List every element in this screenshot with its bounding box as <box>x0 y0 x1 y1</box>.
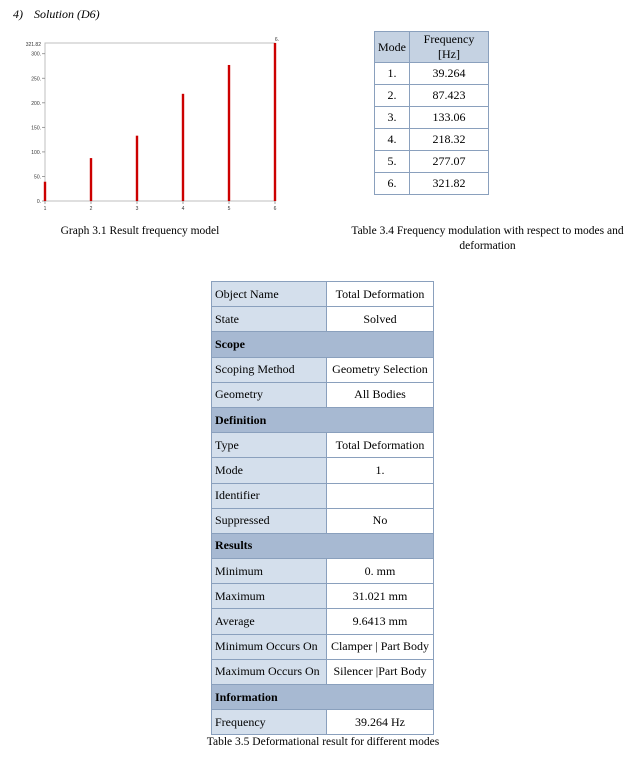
property-label: Suppressed <box>212 508 327 533</box>
property-label: Scoping Method <box>212 357 327 382</box>
section-number: 4) <box>13 7 23 21</box>
table-row <box>212 458 434 483</box>
property-value: 0. mm <box>327 559 434 584</box>
mode-cell: 2. <box>375 85 410 107</box>
plot-frame <box>45 43 275 201</box>
mode-cell: 5. <box>375 151 410 173</box>
frequency-cell: 321.82 <box>410 173 489 195</box>
x-tick-label: 3 <box>135 206 139 212</box>
property-value: Solved <box>327 307 434 332</box>
property-value: Clamper | Part Body <box>327 634 434 659</box>
property-label: Minimum Occurs On <box>212 634 327 659</box>
deformation-table-caption: Table 3.5 Deformational result for different modes <box>206 736 440 748</box>
mode-cell: 1. <box>375 63 410 85</box>
top-annotation: 6. <box>274 37 280 43</box>
y-tick-label: 50. <box>34 174 41 181</box>
frequency-cell: 277.07 <box>410 151 489 173</box>
frequency-chart <box>20 35 282 215</box>
table-row <box>212 634 434 659</box>
graph-caption: Graph 3.1 Result frequency model <box>60 225 220 237</box>
frequency-cell: 87.423 <box>410 85 489 107</box>
bar <box>274 43 276 201</box>
property-label: Mode <box>212 458 327 483</box>
property-label: Average <box>212 609 327 634</box>
section-row <box>212 332 434 357</box>
property-value <box>327 483 434 508</box>
table-row <box>212 559 434 584</box>
table-row <box>212 282 434 307</box>
table-row <box>212 483 434 508</box>
y-tick-label: 250. <box>31 76 41 83</box>
y-tick-label: 0. <box>36 199 41 205</box>
bar <box>136 136 138 201</box>
property-label: Type <box>212 433 327 458</box>
frequency-table-header <box>375 32 489 63</box>
property-label: State <box>212 307 327 332</box>
section-label: Information <box>212 685 434 710</box>
table-row <box>375 85 489 107</box>
y-tick-label: 200. <box>31 100 41 107</box>
property-value: 31.021 mm <box>327 584 434 609</box>
property-value: 1. <box>327 458 434 483</box>
x-tick-label: 1 <box>43 206 47 212</box>
header-frequency: Frequency [Hz] <box>410 32 489 63</box>
property-value: Total Deformation <box>327 282 434 307</box>
deformation-table <box>211 281 434 735</box>
table-row <box>375 129 489 151</box>
table-row <box>212 710 434 735</box>
bar <box>228 65 230 201</box>
property-label: Identifier <box>212 483 327 508</box>
section-row <box>212 685 434 710</box>
property-label: Minimum <box>212 559 327 584</box>
bar <box>44 182 46 201</box>
frequency-cell: 133.06 <box>410 107 489 129</box>
y-tick-label: 300. <box>31 51 41 58</box>
frequency-cell: 218.32 <box>410 129 489 151</box>
property-value: 39.264 Hz <box>327 710 434 735</box>
table-row <box>212 433 434 458</box>
property-label: Object Name <box>212 282 327 307</box>
mode-cell: 6. <box>375 173 410 195</box>
y-tick-label: 100. <box>31 149 41 156</box>
section-heading <box>13 7 100 22</box>
mode-cell: 3. <box>375 107 410 129</box>
section-label: Results <box>212 533 434 558</box>
property-label: Maximum <box>212 584 327 609</box>
property-value: All Bodies <box>327 382 434 407</box>
property-value: No <box>327 508 434 533</box>
section-label: Definition <box>212 407 434 432</box>
frequency-table <box>374 31 489 195</box>
table-row <box>375 173 489 195</box>
header-mode: Mode <box>375 32 410 63</box>
table-row <box>212 659 434 684</box>
table-row <box>212 508 434 533</box>
section-label: Scope <box>212 332 434 357</box>
frequency-table-caption: Table 3.4 Frequency modulation with respect to modes and deformation <box>351 225 624 252</box>
x-tick-label: 4 <box>181 206 185 212</box>
property-value: 9.6413 mm <box>327 609 434 634</box>
table-row <box>212 609 434 634</box>
y-max-label: 321.82 <box>25 42 41 48</box>
property-value: Geometry Selection <box>327 357 434 382</box>
bar <box>90 158 92 201</box>
section-title: Solution (D6) <box>34 7 100 21</box>
table-row <box>375 107 489 129</box>
property-label: Maximum Occurs On <box>212 659 327 684</box>
property-value: Total Deformation <box>327 433 434 458</box>
x-tick-label: 6 <box>273 206 277 212</box>
frequency-cell: 39.264 <box>410 63 489 85</box>
table-row <box>212 357 434 382</box>
property-value: Silencer |Part Body <box>327 659 434 684</box>
mode-cell: 4. <box>375 129 410 151</box>
y-tick-label: 150. <box>31 125 41 132</box>
table-row <box>212 307 434 332</box>
bar <box>182 94 184 201</box>
x-tick-label: 5 <box>227 206 231 212</box>
section-row <box>212 407 434 432</box>
table-row <box>375 63 489 85</box>
table-row <box>212 584 434 609</box>
table-row <box>375 151 489 173</box>
property-label: Frequency <box>212 710 327 735</box>
table-row <box>212 382 434 407</box>
x-tick-label: 2 <box>89 206 93 212</box>
section-row <box>212 533 434 558</box>
property-label: Geometry <box>212 382 327 407</box>
